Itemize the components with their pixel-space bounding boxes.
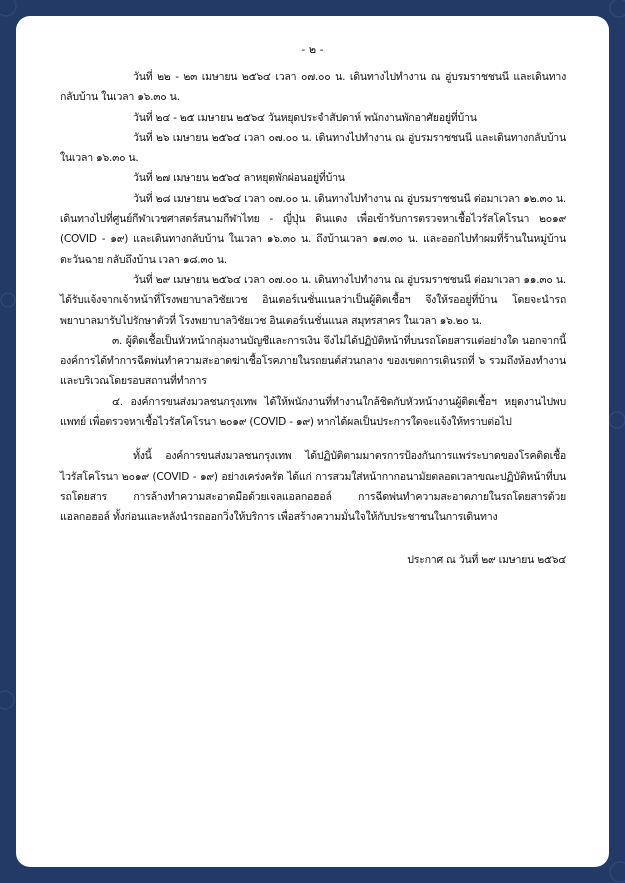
paragraph-item-3: ๓. ผู้ติดเชื้อเป็นหัวหน้ากลุ่มงานบัญชีและการเงิน จึงไม่ได้ปฏิบัติหน้าที่บนรถโดยสารแต่อย่างใด นอกจากนี้ องค์การได้ทำการฉีดพ่นทำความสะอาดฆ่าเชื้อโรคภายในรถยนต์ส่วนกลาง ของเขตการเดินรถที่ ๖ รวมถึงห้องทำงาน และบริเวณโดยรอบสถานที่ทำการ: [60, 334, 566, 388]
document-body: [60, 67, 566, 570]
paragraph-apr-26: วันที่ ๒๖ เมษายน ๒๕๖๔ เวลา ๐๗.๐๐ น. เดินทางไปทำงาน ณ อู่บรมราชชนนี และเดินทางกลับบ้าน ในเวลา ๑๖.๓๐ น.: [60, 131, 566, 165]
paragraph-closing: ทั้งนี้ องค์การขนส่งมวลชนกรุงเทพ ได้ปฏิบัติตามมาตรการป้องกันการแพร่ระบาดของโรคติดเชื้อไวรัสโคโรนา ๒๐๑๙ (COVID - ๑๙) อย่างเคร่งครัด ได้แก่ การสวมใส่หน้ากากอนามัยตลอดเวลาขณะปฏิบัติหน้าที่บนรถโดยสาร การล้างทำความสะอาดมือด้วยเจลแอลกอฮอล์ การฉีดพ่นทำความสะอาดภายในรถโดยสารด้วยแอลกอฮอล์ ทั้งก่อนและหลังนำรถออกวิ่งให้บริการ เพื่อสร้างความมั่นใจให้กับประชาชนในการเดินทาง: [60, 450, 566, 524]
paragraph-item-4: ๔. องค์การขนส่งมวลชนกรุงเทพ ได้ให้พนักงานที่ทำงานใกล้ชิดกับหัวหน้างานผู้ติดเชื้อฯ หยุดงานไปพบแพทย์ เพื่อตรวจหาเชื้อไวรัสโคโรนา ๒๐๑๙ (COVID - ๑๙) หากได้ผลเป็นประการใดจะแจ้งให้ทราบต่อไป: [60, 395, 566, 429]
announcement-date: ประกาศ ณ วันที่ ๒๙ เมษายน ๒๕๖๔: [407, 553, 566, 566]
document-page: [16, 16, 609, 867]
paragraph-apr-24-25: วันที่ ๒๔ - ๒๕ เมษายน ๒๕๖๔ วันหยุดประจำสัปดาห์ พนักงานพักอาศัยอยู่ที่บ้าน: [133, 111, 477, 124]
paragraph-apr-28: วันที่ ๒๘ เมษายน ๒๕๖๔ เวลา ๐๗.๐๐ น. เดินทางไปทำงาน ณ อู่บรมราชชนนี ต่อมาเวลา ๑๒.๓๐ น. เดินทางไปที่ศูนย์กีฬาเวชศาสตร์สนามกีฬาไทย - ญี่ปุ่น ดินแดง เพื่อเข้ารับการตรวจหาเชื้อไวรัสโคโรนา ๒๐๑๙ (COVID - ๑๙) และเดินทางกลับบ้าน ในเวลา ๑๖.๓๐ น. ถึงบ้านเวลา ๑๗.๓๐ น. และออกไปทำผมที่ร้านในหมู่บ้านตะวันฉาย กลับถึงบ้าน เวลา ๑๘.๓๐ น.: [60, 192, 566, 266]
page-number: - ๒ -: [301, 43, 324, 56]
paragraph-apr-29: วันที่ ๒๙ เมษายน ๒๕๖๔ เวลา ๐๗.๐๐ น. เดินทางไปทำงาน ณ อู่บรมราชชนนี ต่อมาเวลา ๑๑.๓๐ น. ได้รับแจ้งจากเจ้าหน้าที่โรงพยาบาลวิชัยเวช อินเตอร์เนชั่นแนลว่าเป็นผู้ติดเชื้อฯ จึงให้รออยู่ที่บ้าน โดยจะนำรถพยาบาลมารับไปรักษาตัวที่ โรงพยาบาลวิชัยเวช อินเตอร์เนชั่นแนล สมุทรสาคร ในเวลา ๑๖.๒๐ น.: [60, 273, 566, 327]
paragraph-apr-27: วันที่ ๒๗ เมษายน ๒๕๖๔ ลาหยุดพักผ่อนอยู่ที่บ้าน: [133, 172, 345, 185]
paragraph-apr-22-23: วันที่ ๒๒ - ๒๓ เมษายน ๒๕๖๔ เวลา ๐๗.๐๐ น. เดินทางไปทำงาน ณ อู่บรมราชชนนี และเดินทางกลับบ้าน ในเวลา ๑๖.๓๐ น.: [60, 71, 566, 104]
